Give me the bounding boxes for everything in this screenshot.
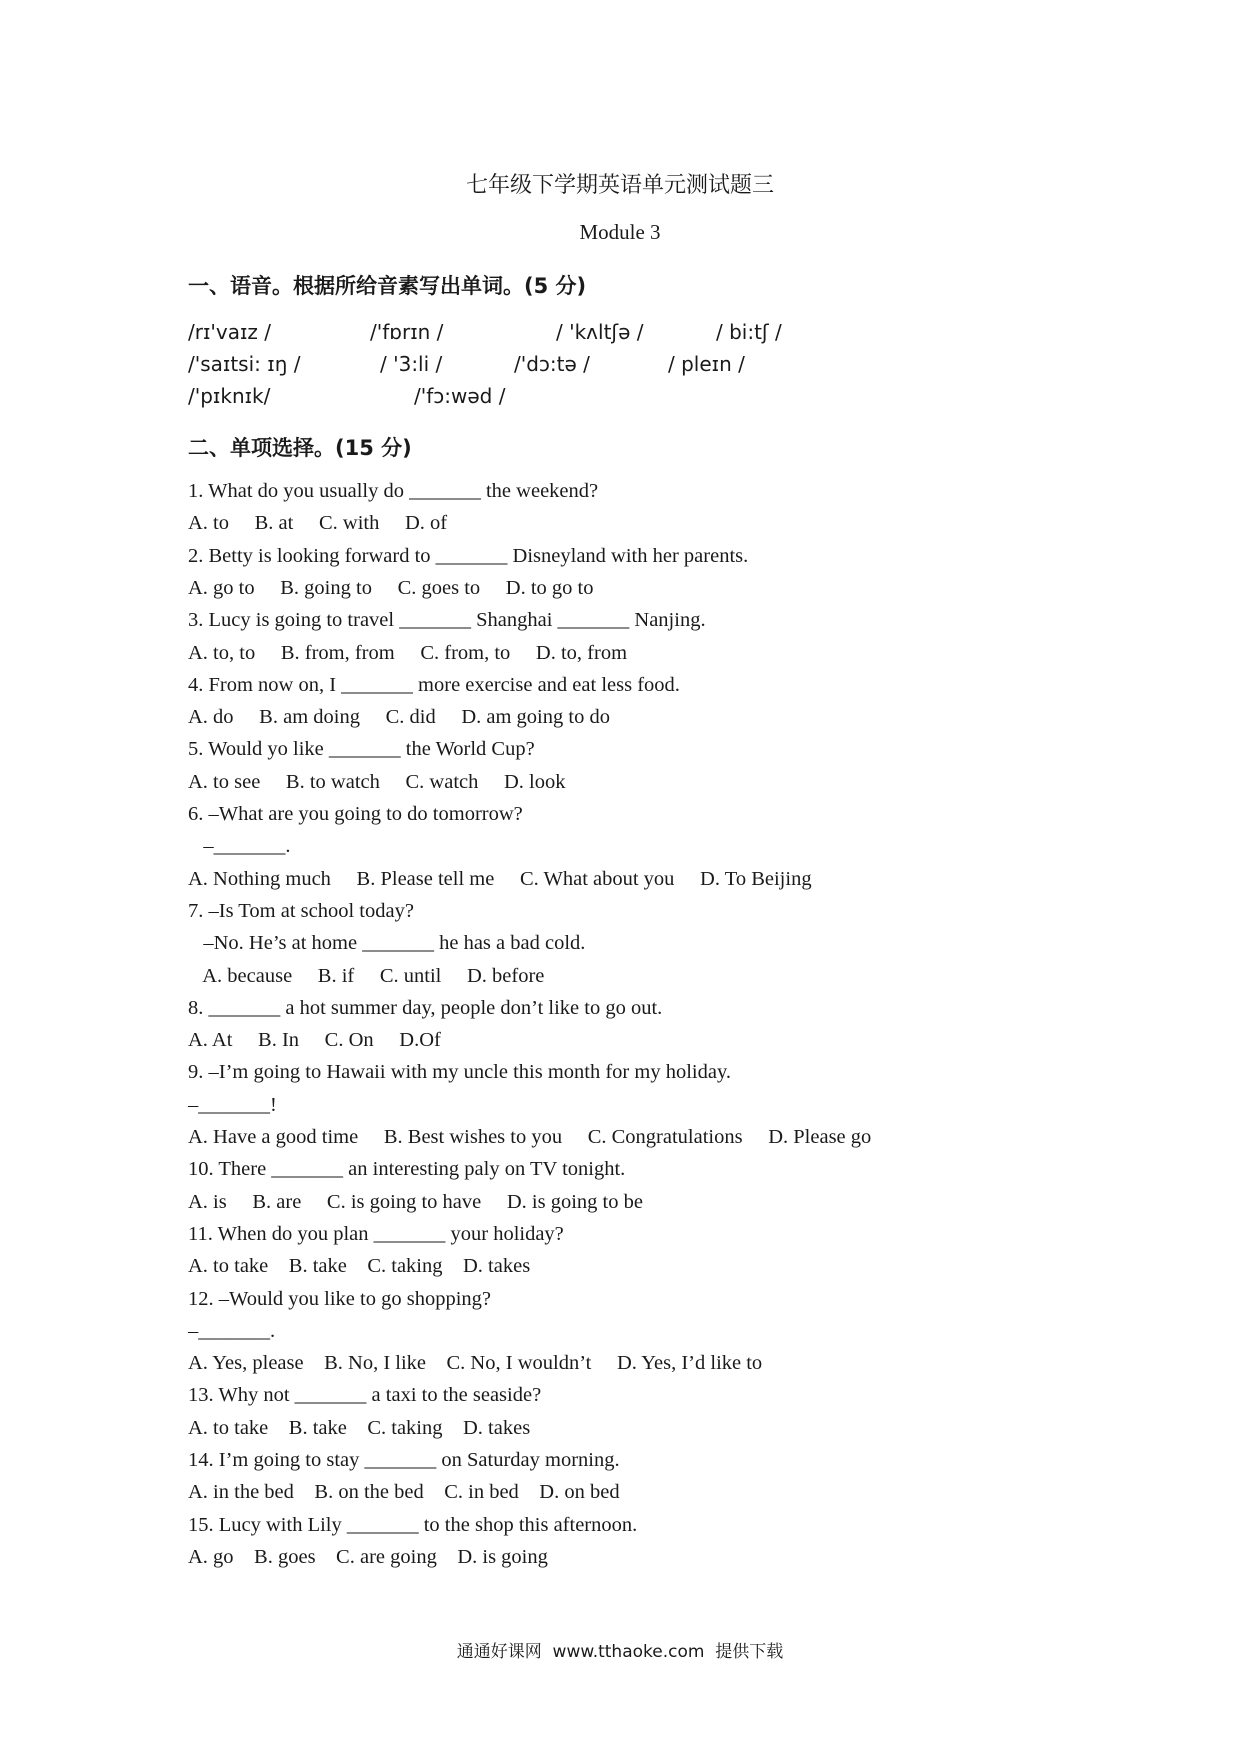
question-line: 13. Why not _______ a taxi to the seaside? [188, 1384, 542, 1407]
phonetic-item: /'fɔ:wəd / [414, 384, 506, 408]
page-title: 七年级下学期英语单元测试题三 [465, 173, 774, 198]
section-1-heading: 一、语音。根据所给音素写出单词。(5 分) [188, 274, 587, 298]
section-2-heading: 二、单项选择。(15 分) [188, 436, 412, 460]
question-line: A. At B. In C. On D.Of [188, 1029, 441, 1052]
question-line: A. Yes, please B. No, I like C. No, I wouldn’t D. Yes, I’d like to [188, 1352, 763, 1375]
question-line: A. is B. are C. is going to have D. is going to be [188, 1190, 643, 1213]
question-line: 14. I’m going to stay _______ on Saturday morning. [188, 1449, 620, 1471]
question-line: 1. What do you usually do _______ the weekend? [188, 480, 599, 502]
question-line: A. to take B. take C. taking D. takes [188, 1255, 531, 1278]
question-line: A. because B. if C. until D. before [188, 964, 545, 987]
question-line: 3. Lucy is going to travel _______ Shanghai _______ Nanjing. [188, 609, 706, 632]
question-line: A. go B. goes C. are going D. is going [188, 1545, 548, 1568]
phonetic-item: / '3:li / [380, 352, 443, 376]
question-line: –No. He’s at home _______ he has a bad cold. [188, 932, 586, 955]
question-line: 15. Lucy with Lily _______ to the shop this afternoon. [188, 1513, 638, 1536]
phonetic-item: / pleɪn / [668, 352, 745, 376]
question-line: A. do B. am doing C. did D. am going to do [188, 706, 610, 729]
question-line: 7. –Is Tom at school today? [188, 899, 414, 922]
page-subtitle: Module 3 [579, 220, 661, 244]
question-line: 2. Betty is looking forward to _______ Disneyland with her parents. [188, 544, 749, 567]
question-line: 10. There _______ an interesting paly on TV tonight. [188, 1158, 626, 1181]
question-line: A. to see B. to watch C. watch D. look [188, 770, 566, 793]
question-line: A. to take B. take C. taking D. takes [188, 1416, 531, 1439]
question-line: –_______. [188, 835, 291, 858]
footer-text: 通通好课网 www.tthaoke.com 提供下载 [456, 1642, 784, 1662]
question-line: 6. –What are you going to do tomorrow? [188, 803, 523, 825]
question-line: A. to, to B. from, from C. from, to D. to, from [188, 641, 628, 664]
question-line: –_______. [188, 1319, 276, 1342]
question-line: A. in the bed B. on the bed C. in bed D. on bed [188, 1481, 620, 1504]
question-line: A. Nothing much B. Please tell me C. What about you D. To Beijing [188, 867, 812, 890]
question-line: 4. From now on, I _______ more exercise and eat less food. [188, 673, 680, 696]
question-line: A. to B. at C. with D. of [188, 512, 448, 535]
phonetic-item: /'dɔ:tə / [514, 352, 590, 376]
phonetic-item: / bi:tʃ / [716, 320, 782, 344]
phonetic-item: /'fɒrɪn / [370, 320, 444, 344]
question-line: 8. _______ a hot summer day, people don’t like to go out. [188, 996, 663, 1019]
phonetic-item: /'saɪtsi: ɪŋ / [188, 352, 301, 376]
phonetic-item: /rɪ'vaɪz / [188, 320, 272, 344]
question-line: 9. –I’m going to Hawaii with my uncle this month for my holiday. [188, 1061, 731, 1084]
question-line: 11. When do you plan _______ your holiday? [188, 1222, 564, 1245]
question-line: A. go to B. going to C. goes to D. to go to [188, 576, 594, 599]
question-line: 5. Would yo like _______ the World Cup? [188, 738, 535, 761]
question-line: –_______! [188, 1093, 277, 1116]
phonetic-item: /'pɪknɪk/ [188, 384, 271, 408]
question-line: 12. –Would you like to go shopping? [188, 1287, 491, 1310]
phonetic-item: / 'kʌltʃə / [556, 320, 644, 344]
question-line: A. Have a good time B. Best wishes to you C. Congratulations D. Please go [188, 1126, 872, 1148]
